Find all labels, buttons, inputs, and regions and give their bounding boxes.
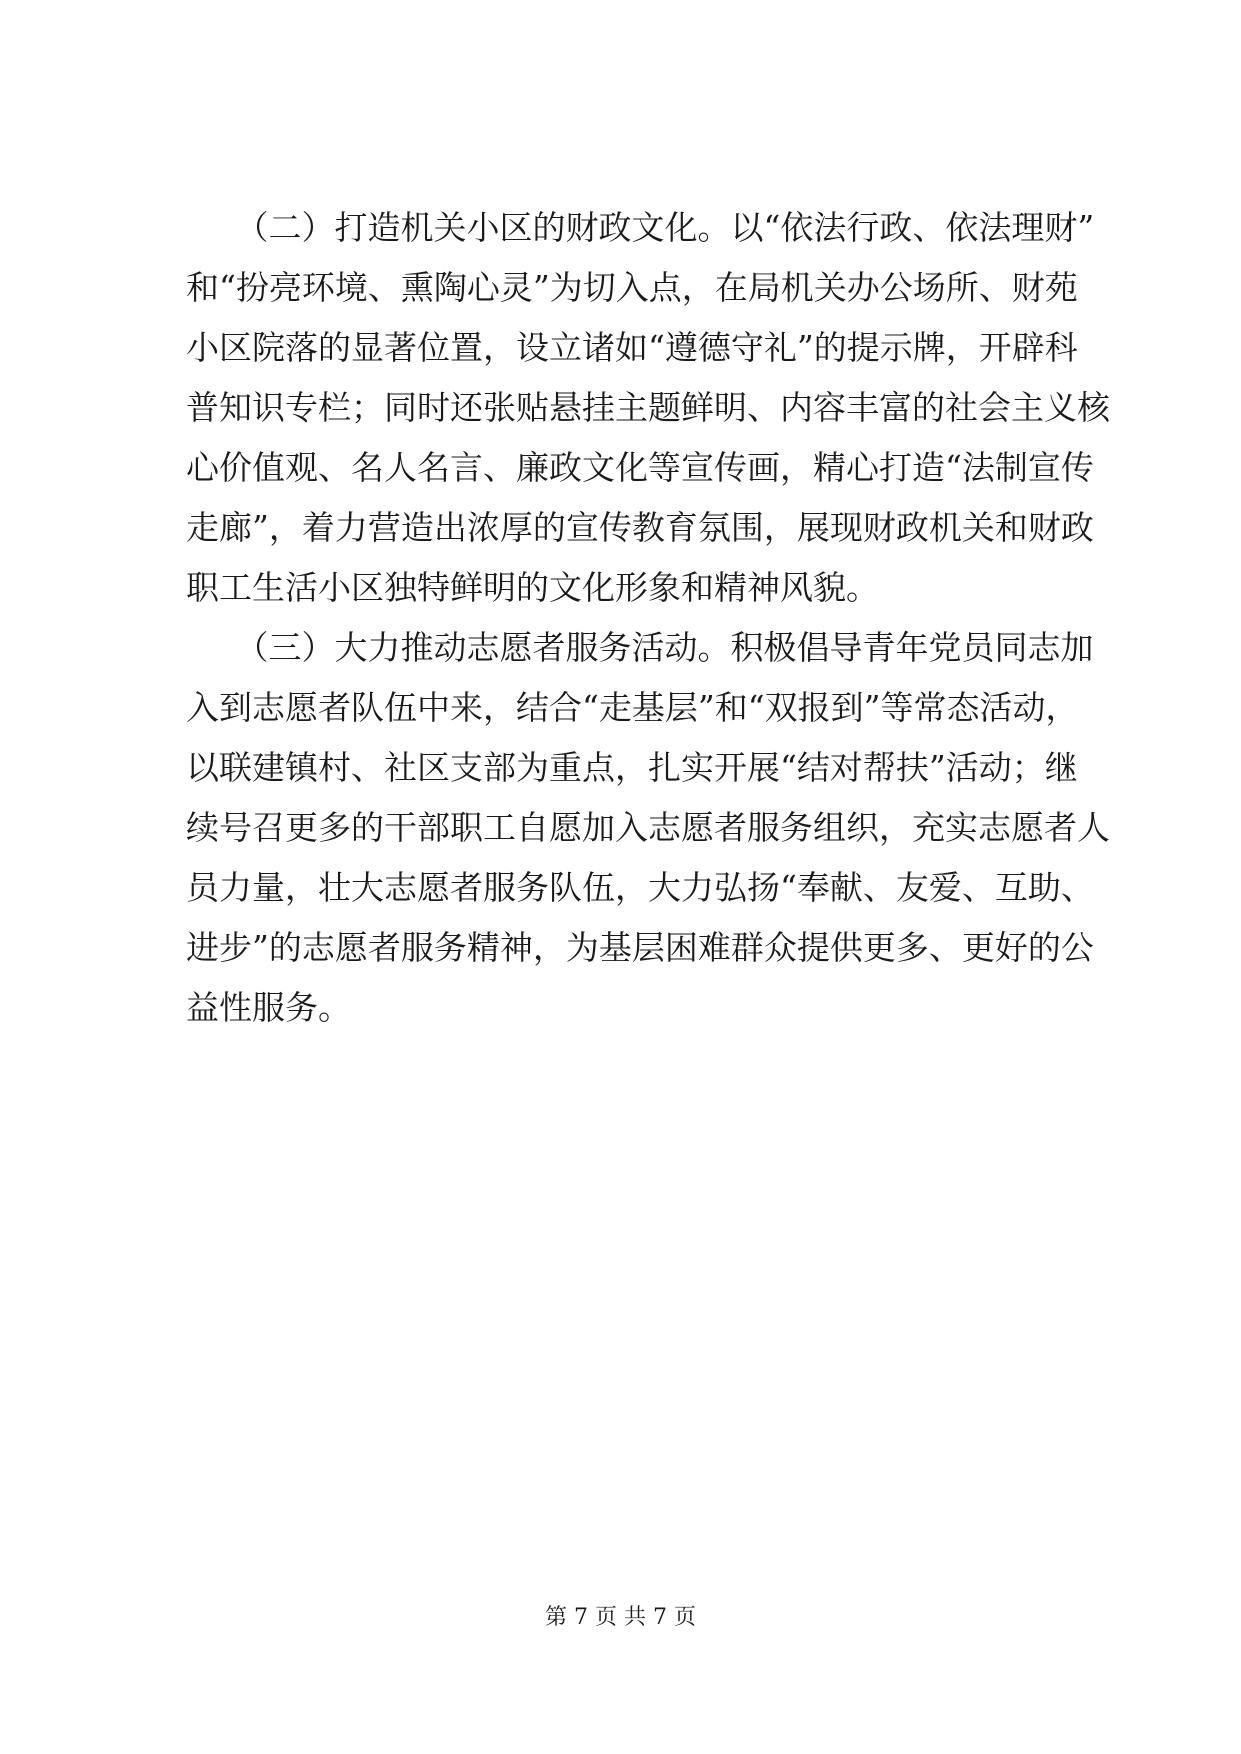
text-line: 员力量，壮大志愿者服务队伍，大力弘扬“奉献、友爱、互助、 (186, 868, 1094, 907)
text-line: 心价值观、名人名言、廉政文化等宣传画，精心打造“法制宣传 (186, 448, 1094, 487)
text-line: 和“扮亮环境、熏陶心灵”为切入点，在局机关办公场所、财苑 (186, 268, 1078, 307)
text-line: 职工生活小区独特鲜明的文化形象和精神风貌。 (186, 568, 879, 607)
text-line: 以联建镇村、社区支部为重点，扎实开展“结对帮扶”活动；继 (186, 748, 1078, 787)
text-line: （三）大力推动志愿者服务活动。积极倡导青年党员同志加 (186, 628, 1094, 667)
text-line: 普知识专栏；同时还张贴悬挂主题鲜明、内容丰富的社会主义核 (186, 388, 1110, 427)
text-line: 走廊”，着力营造出浓厚的宣传教育氛围，展现财政机关和财政 (186, 508, 1094, 547)
text-line: 入到志愿者队伍中来，结合“走基层”和“双报到”等常态活动， (186, 688, 1079, 727)
text-line: 进步”的志愿者服务精神，为基层困难群众提供更多、更好的公 (186, 928, 1094, 967)
page-number-footer: 第 7 页 共 7 页 (545, 1605, 696, 1630)
text-line: 益性服务。 (186, 988, 351, 1027)
text-line: （二）打造机关小区的财政文化。以“依法行政、依法理财” (186, 208, 1095, 247)
text-line: 续号召更多的干部职工自愿加入志愿者服务组织，充实志愿者人 (186, 808, 1110, 847)
text-line: 小区院落的显著位置，设立诸如“遵德守礼”的提示牌，开辟科 (186, 328, 1078, 367)
